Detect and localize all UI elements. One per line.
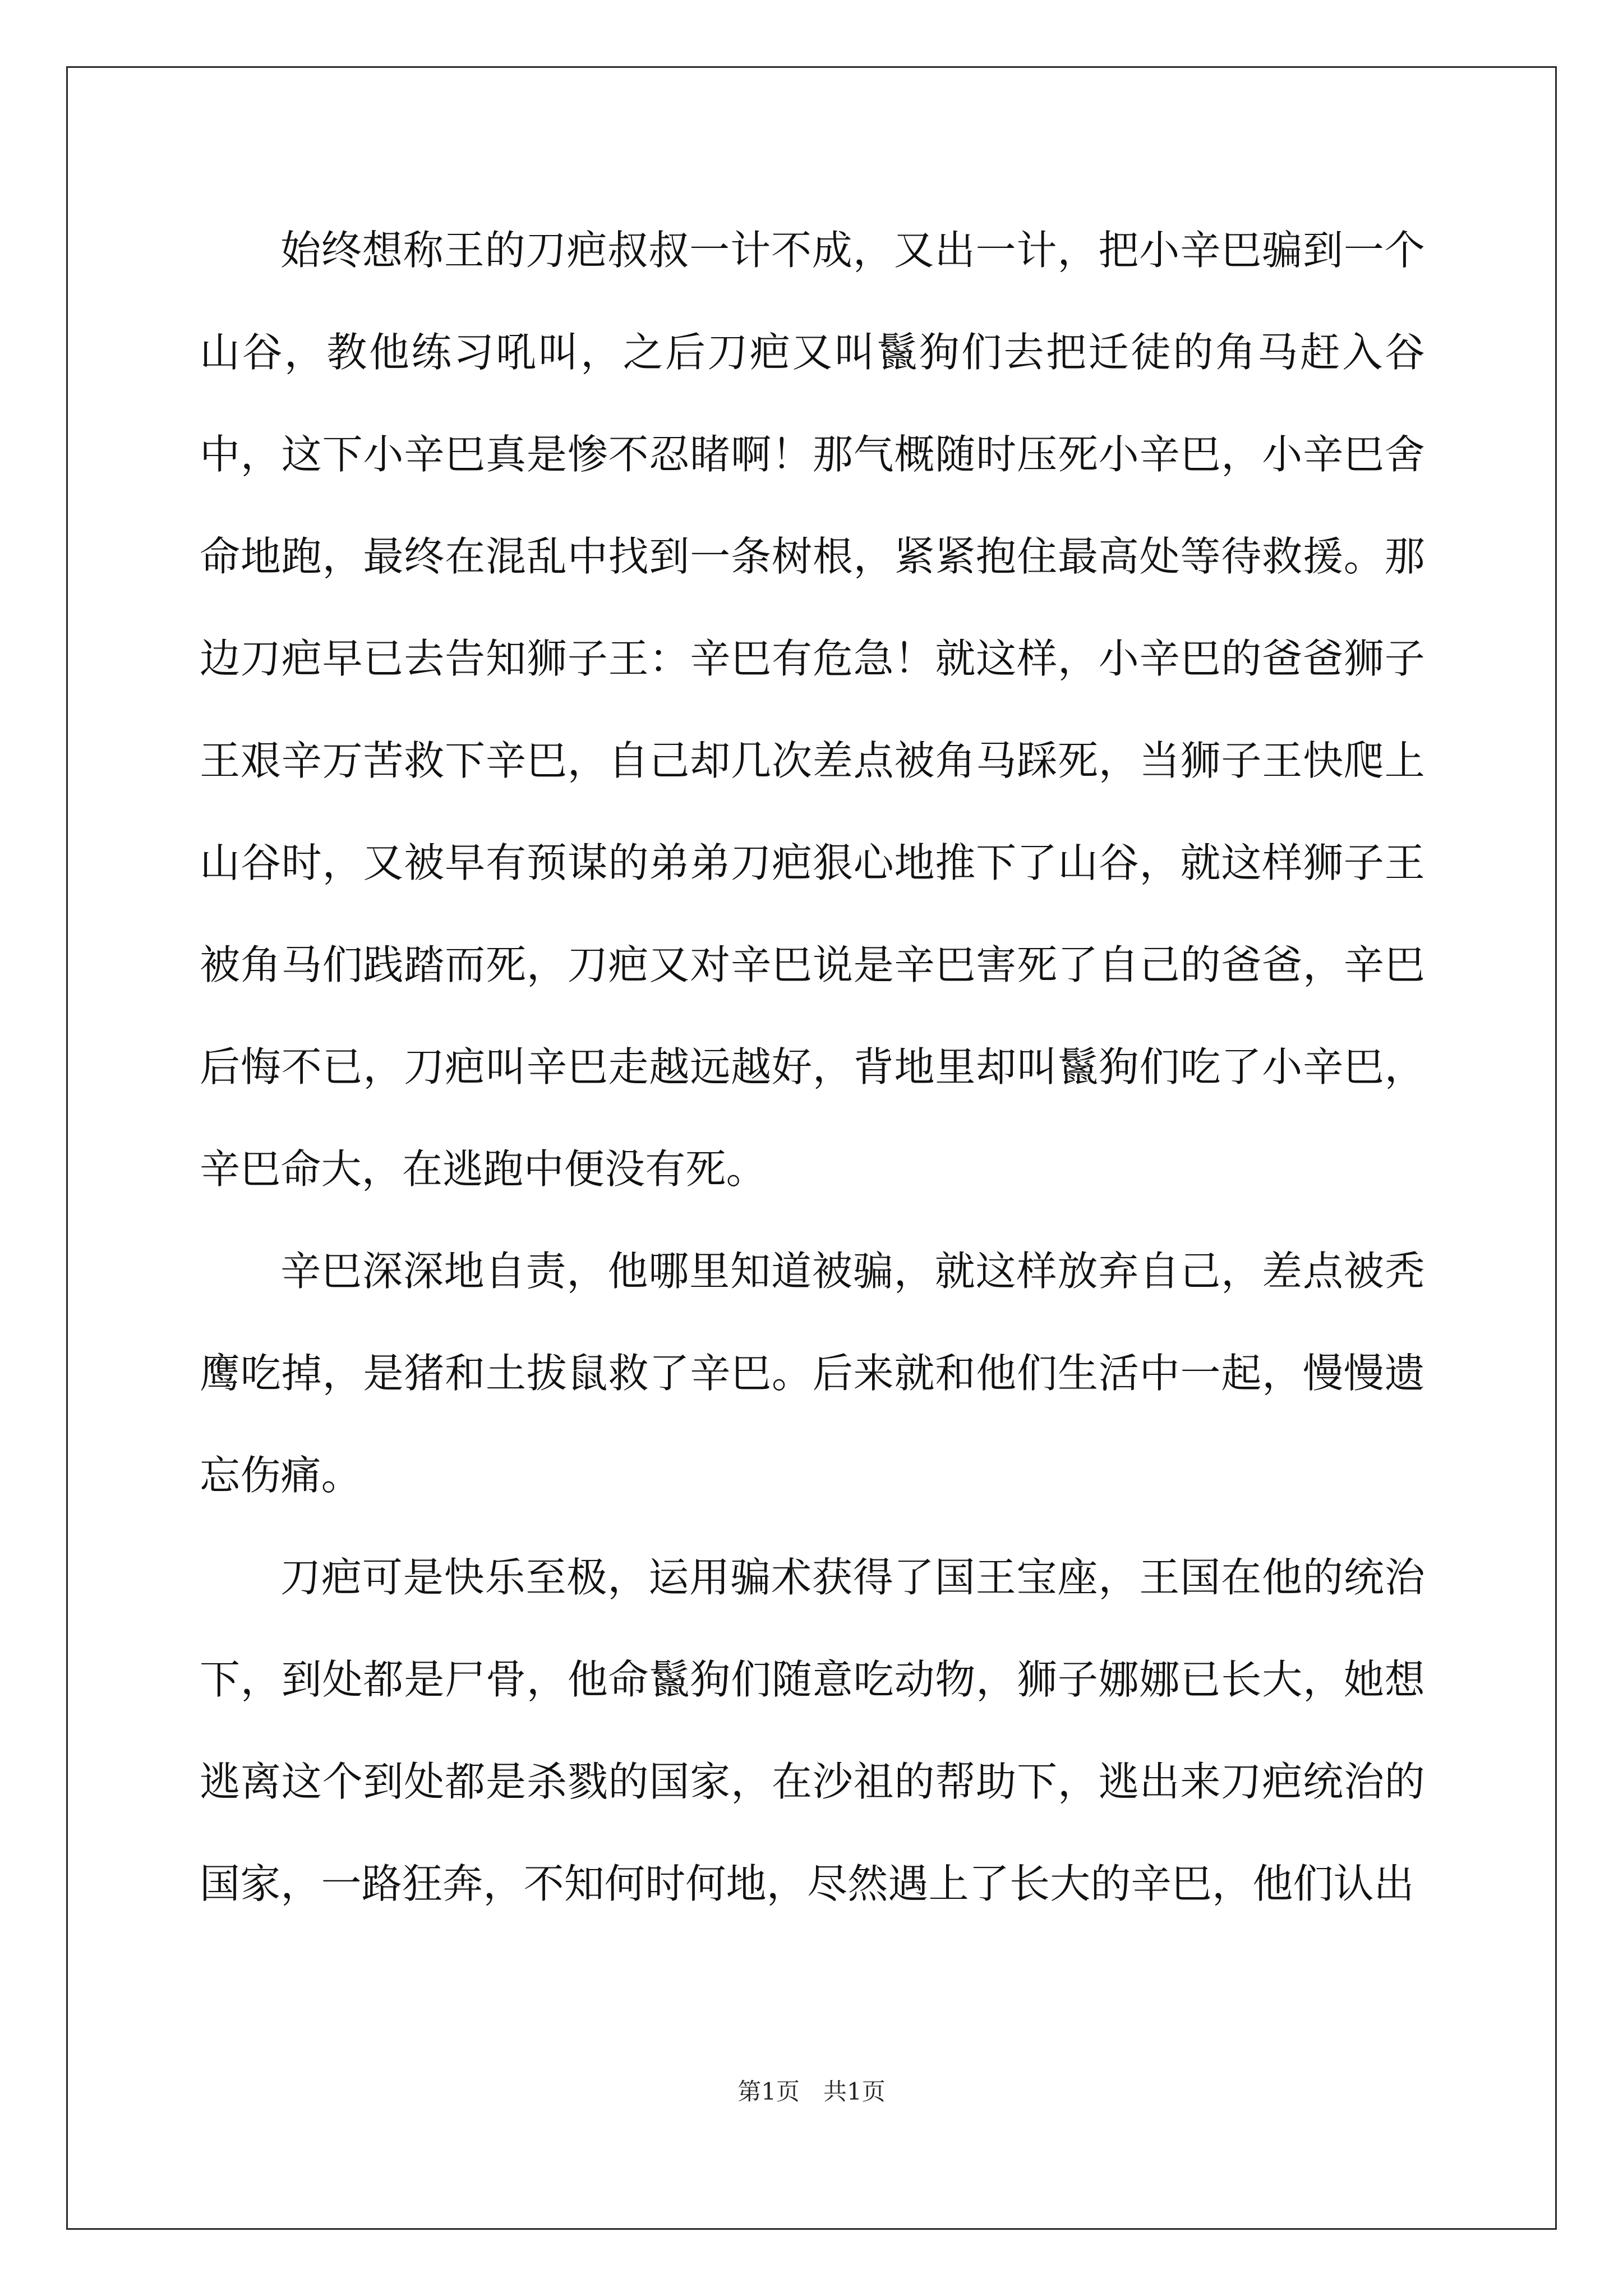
document-body <box>200 199 1425 1935</box>
paragraph-1: 始终想称王的刀疤叔叔一计不成，又出一计，把小辛巴骗到一个山谷，教他练习吼叫，之后刀疤又叫鬣狗们去把迁徒的角马赶入谷中，这下小辛巴真是惨不忍睹啊！那气概随时压死小辛巴，小辛巴舍命地跑，最终在混乱中找到一条树根，紧紧抱住最高处等待救援。那边刀疤早已去告知狮子王：辛巴有危急！就这样，小辛巴的爸爸狮子王艰辛万苦救下辛巴，自己却几次差点被角马踩死，当狮子王快爬上山谷时，又被早有预谋的弟弟刀疤狠心地推下了山谷，就这样狮子王被角马们践踏而死，刀疤又对辛巴说是辛巴害死了自己的爸爸，辛巴后悔不已，刀疤叫辛巴走越远越好，背地里却叫鬣狗们吃了小辛巴，辛巴命大，在逃跑中便没有死。 <box>200 227 1425 1193</box>
page-number-footer: 第1页 共1页 <box>737 2078 886 2105</box>
paragraph-2: 辛巴深深地自责，他哪里知道被骗，就这样放弃自己，差点被秃鹰吃掉，是猪和土拔鼠救了辛巴。后来就和他们生活中一起，慢慢遗忘伤痛。 <box>200 1248 1425 1499</box>
paragraph-3: 刀疤可是快乐至极，运用骗术获得了国王宝座，王国在他的统治下，到处都是尸骨，他命鬣狗们随意吃动物，狮子娜娜已长大，她想逃离这个到处都是杀戮的国家，在沙祖的帮助下，逃出来刀疤统治的国家，一路狂奔，不知何时何地，尽然遇上了长大的辛巴，他们认出 <box>200 1554 1425 1907</box>
